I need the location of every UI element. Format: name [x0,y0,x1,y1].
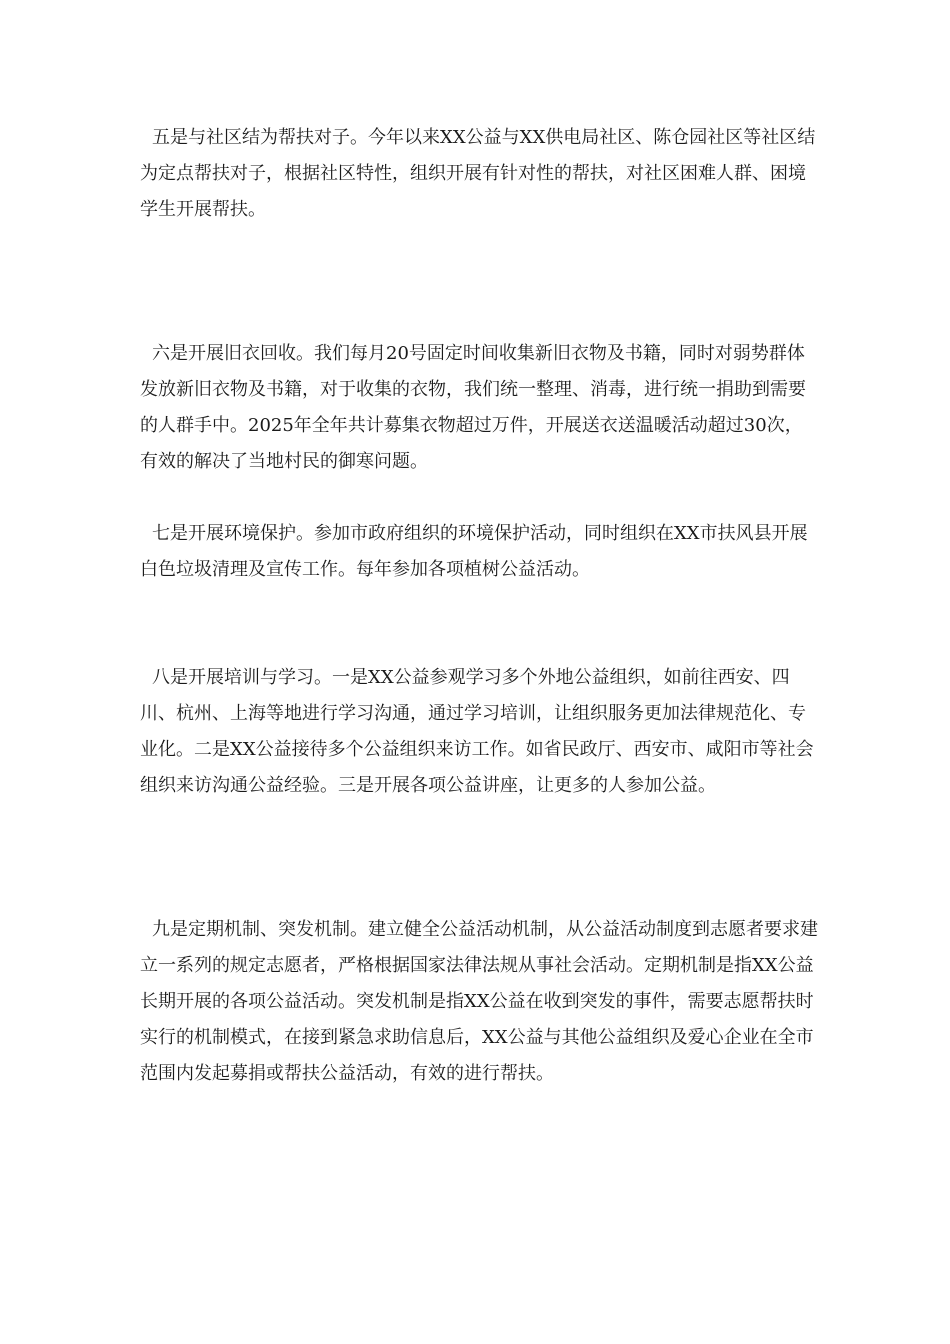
paragraph-training-learning: 八是开展培训与学习。一是XX公益参观学习多个外地公益组织，如前往西安、四川、杭州、上海等地进行学习沟通，通过学习培训，让组织服务更加法律规范化、专业化。二是XX公益接待多个公益组织来访工作。如省民政厅、西安市、咸阳市等社会组织来访沟通公益经验。三是开展各项公益讲座，让更多的人参加公益。 [140,667,814,796]
paragraph-mechanisms: 九是定期机制、突发机制。建立健全公益活动机制，从公益活动制度到志愿者要求建立一系列的规定志愿者，严格根据国家法律法规从事社会活动。定期机制是指XX公益长期开展的各项公益活动。突发机制是指XX公益在收到突发的事件，需要志愿帮扶时实行的机制模式，在接到紧急求助信息后，XX公益与其他公益组织及爱心企业在全市范围内发起募捐或帮扶公益活动，有效的进行帮扶。 [140,919,818,1084]
paragraph-community-pairing: 五是与社区结为帮扶对子。今年以来XX公益与XX供电局社区、陈仓园社区等社区结为定点帮扶对子，根据社区特性，组织开展有针对性的帮扶，对社区困难人群、困境学生开展帮扶。 [140,127,816,220]
paragraph-clothing-recycling: 六是开展旧衣回收。我们每月20号固定时间收集新旧衣物及书籍，同时对弱势群体发放新旧衣物及书籍，对于收集的衣物，我们统一整理、消毒，进行统一捐助到需要的人群手中。2025年全年共计募集衣物超过万件，开展送衣送温暖活动超过30次，有效的解决了当地村民的御寒问题。 [140,343,806,472]
paragraph-environmental-protection: 七是开展环境保护。参加市政府组织的环境保护活动，同时组织在XX市扶风县开展白色垃圾清理及宣传工作。每年参加各项植树公益活动。 [140,523,808,580]
